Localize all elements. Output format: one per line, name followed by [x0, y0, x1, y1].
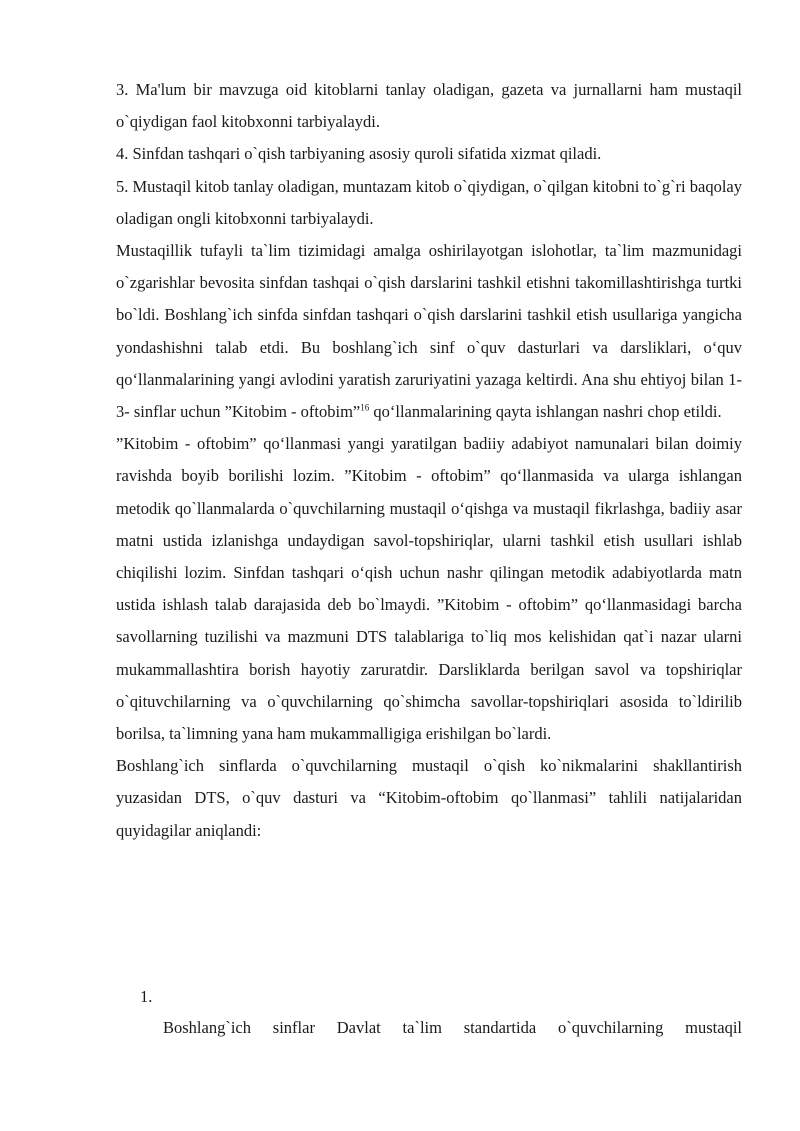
paragraph-reforms-text: Mustaqillik tufayli ta`lim tizimidagi amalga oshirilayotgan islohotlar, ta`lim mazmunidagi o`zgarishlar bevosita sinfdan tashqai o`qish darslarini tashkil etishni takomillashtirishga turtki bo`ldi. Boshlang`ich sinfda sinfdan tashqari o`qish darslarini tashkil etish usullariga yangicha yondashishni talab etdi. Bu boshlang`ich sinf o`quv dasturlari va darsliklari, o‘quv qo‘llanmalarining yangi avlodini yaratish zaruriyatini yazaga keltirdi. Ana shu ehtiyoj bilan 1-3- sinflar uchun ”Kitobim - oftobim” — [116, 241, 742, 422]
paragraph-item-4: 4. Sinfdan tashqari o`qish tarbiyaning asosiy quroli sifatida xizmat qiladi. — [116, 144, 602, 164]
paragraph-item-5: 5. Mustaqil kitob tanlay oladigan, muntazam kitob o`qiydigan, o`qilgan kitobni to`g`ri baqolay oladigan ongli kitobxonni tarbiyalaydi. — [116, 176, 742, 228]
paragraph-findings: Boshlang`ich sinflarda o`quvchilarning mustaqil o`qish ko`nikmalarini shakllantirish yuzasidan DTS, o`quv dasturi va “Kitobim-oftobim qo`llanmasi” tahlili natijalaridan quyidagilar aniqlandi: — [116, 756, 742, 840]
paragraph-reforms — [116, 235, 742, 428]
body-text — [116, 74, 742, 847]
list-marker: 1. — [140, 987, 153, 1006]
paragraph-kitobim: ”Kitobim - oftobim” qo‘llanmasi yangi yaratilgan badiiy adabiyot namunalari bilan doimiy ravishda boyib borilishi lozim. ”Kitobim - oftobim” qo‘llanmasida va ularga ishlangan metodik qo`llanmalarda o`quvchilarning mustaqil o‘qishga va mustaqil fikrlashga, badiiy asar matni ustida izlanishga undaydigan savol-topshiriqlar, ularni tashkil etish usullari ishlab chiqilishi lozim. Sinfdan tashqari o‘qish uchun nashr qilingan metodik adabiyotlarda matn ustida ishlash talab darajasida deb bo`lmaydi. ”Kitobim - oftobim” qo‘llanmasidagi barcha savollarning tuzilishi va mazmuni DTS talablariga to`liq mos kelishidan qat`i nazar ularni mukammallashtira borish hayotiy zaruratdir. Darsliklarda berilgan savol va topshiriqlar o`qituvchilarning va o`quvchilarning qo`shimcha savollar-topshiriqlari asosida to`ldirilib borilsa, ta`limning yana ham mukammalligiga erishilgan bo`lardi. — [116, 434, 742, 744]
list-item-text: Boshlang`ich sinflar Davlat ta`lim standartida o`quvchilarning mustaqil — [163, 1018, 742, 1037]
footnote-ref: 16 — [360, 402, 370, 413]
paragraph-item-3: 3. Ma'lum bir mavzuga oid kitoblarni tanlay oladigan, gazeta va jurnallarni ham mustaqil o`qiydigan faol kitobxonni tarbiyalaydi. — [116, 80, 742, 132]
paragraph-reforms-tail: qo‘llanmalarining qayta ishlangan nashri chop etildi. — [369, 402, 722, 422]
